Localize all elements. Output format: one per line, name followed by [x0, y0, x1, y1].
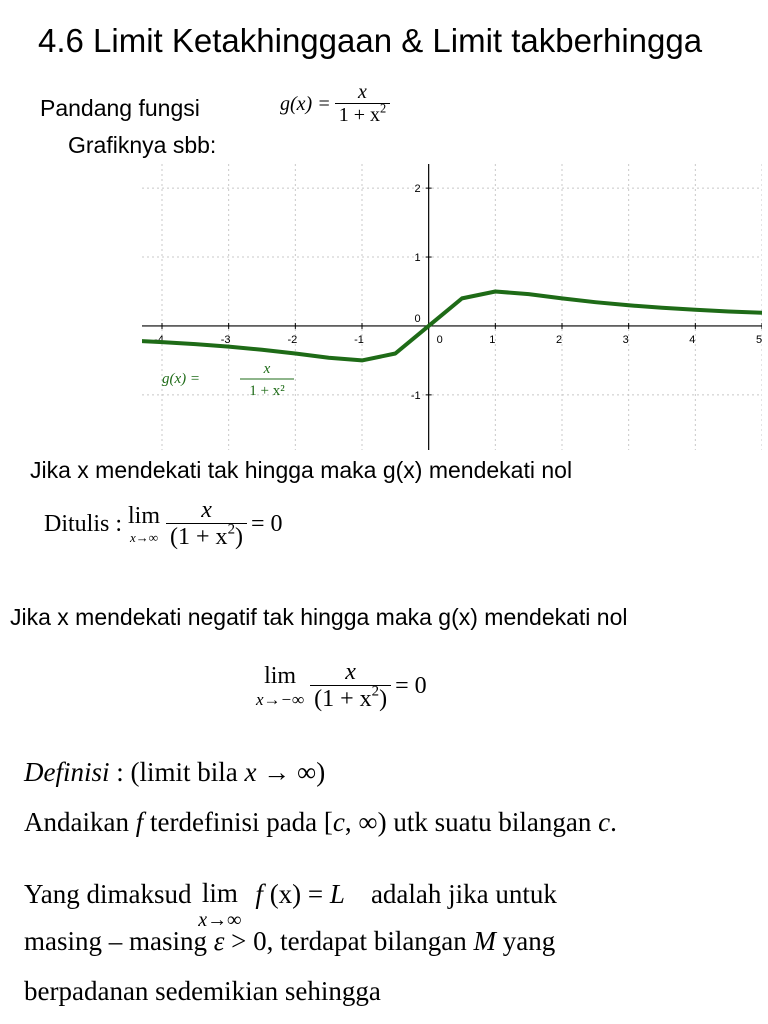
function-definition [280, 82, 390, 127]
x-tick-label: 0 [436, 333, 443, 346]
limit-den-close: ) [235, 524, 243, 551]
x-tick-label: 2 [555, 333, 563, 346]
x-tick-label: 5 [755, 333, 762, 346]
limit-operator-negative [256, 663, 304, 710]
def3-f: f [255, 878, 263, 909]
def2-c: c [332, 807, 345, 837]
limit-word-negative: lim [264, 663, 297, 690]
limit-den-close-negative: ) [379, 686, 388, 713]
function-den-base: 1 + x [338, 104, 380, 126]
pandang-label: Pandang fungsi [40, 95, 200, 121]
x-tick-label: 1 [489, 333, 496, 346]
statement-positive-infinity: Jika x mendekati tak hingga maka g(x) mendekati nol [30, 457, 573, 483]
annotation-lhs: g(x) = [162, 371, 201, 387]
limit-result: = 0 [251, 511, 283, 538]
statement-negative-infinity: Jika x mendekati negatif tak hingga maka g(x) mendekati nol [10, 604, 628, 630]
limit-result-negative: = 0 [395, 673, 427, 700]
limit-den-base-negative: (1 + x [314, 686, 372, 713]
x-tick-label: -1 [354, 333, 364, 346]
x-tick-label: -2 [287, 333, 298, 346]
limit-word: lim [128, 503, 161, 530]
definition-var: x [244, 757, 257, 787]
def4-c: yang [496, 926, 556, 956]
definition-line-2 [24, 807, 617, 838]
annotation-numerator: x [263, 361, 271, 377]
y-tick-label: -1 [410, 389, 421, 402]
limit-positive-formula [44, 498, 283, 552]
def3-L: L [329, 878, 345, 909]
limit-operator [128, 503, 160, 546]
y-tick-label: 0 [414, 312, 421, 325]
limit-negative-formula [256, 660, 427, 714]
limit-denominator-negative [310, 685, 391, 714]
ditulis-label: Ditulis : [44, 511, 123, 538]
def3-expr-text: (x) = [262, 878, 330, 909]
definition-arrow: → ∞) [256, 757, 326, 787]
def2-b: terdefinisi pada [ [143, 807, 333, 837]
function-denominator [335, 103, 390, 127]
x-tick-label: 4 [689, 333, 696, 346]
slide-title: 4.6 Limit Ketakhinggaan & Limit takberhingga [38, 22, 703, 59]
def3-lim-word: lim [201, 878, 238, 908]
chart-ticks [154, 183, 762, 402]
function-numerator: x [358, 81, 367, 103]
def2-c2: c [598, 807, 611, 837]
definition-word: Definisi [24, 757, 110, 787]
x-tick-label: -3 [220, 333, 231, 346]
limit-den-base: (1 + x [170, 524, 228, 551]
x-tick-label: 3 [622, 333, 629, 346]
definition-line-5: berpadanan sedemikian sehingga [24, 976, 381, 1006]
limit-den-exp-negative: 2 [371, 683, 380, 700]
def3-b: adalah jika untuk [370, 878, 557, 909]
def3-lim [198, 878, 241, 932]
function-graph [142, 164, 762, 450]
annotation-denominator: 1 + x² [249, 383, 285, 399]
function-fraction [335, 82, 390, 127]
def3-expr [255, 879, 345, 910]
def2-d: , ∞) utk suatu bilangan [344, 807, 599, 837]
def4-a: masing – masing [24, 926, 214, 956]
definition-heading [24, 757, 325, 788]
function-den-exp: 2 [379, 101, 387, 116]
limit-numerator-negative: x [345, 659, 356, 685]
chart-annotation [162, 361, 294, 399]
def4-b: > 0, terdapat bilangan [224, 926, 474, 956]
def2-e: . [610, 807, 617, 837]
def3-lim-sub: x→∞ [198, 909, 242, 931]
limit-subscript: x→∞ [130, 530, 159, 546]
limit-fraction-negative [310, 660, 391, 714]
def2-a: Andaikan [24, 807, 136, 837]
definition-rest: : (limit bila [109, 757, 245, 787]
def2-f: f [135, 807, 144, 837]
limit-fraction [166, 498, 247, 552]
def4-eps: ε [213, 926, 225, 956]
limit-subscript-negative: x→−∞ [256, 690, 305, 710]
grafik-label: Grafiknya sbb: [68, 132, 217, 158]
y-tick-label: 1 [414, 252, 421, 265]
y-tick-label: 2 [414, 183, 421, 196]
limit-denominator [166, 523, 247, 552]
x-tick-label: -4 [154, 333, 164, 346]
function-lhs: g(x) = [280, 93, 331, 115]
def3-a: Yang dimaksud [24, 878, 199, 909]
definition-line-4 [24, 926, 555, 957]
limit-den-exp: 2 [227, 521, 235, 538]
limit-numerator: x [201, 497, 212, 523]
def4-M: M [473, 926, 497, 956]
definition-line-3 [24, 856, 557, 932]
